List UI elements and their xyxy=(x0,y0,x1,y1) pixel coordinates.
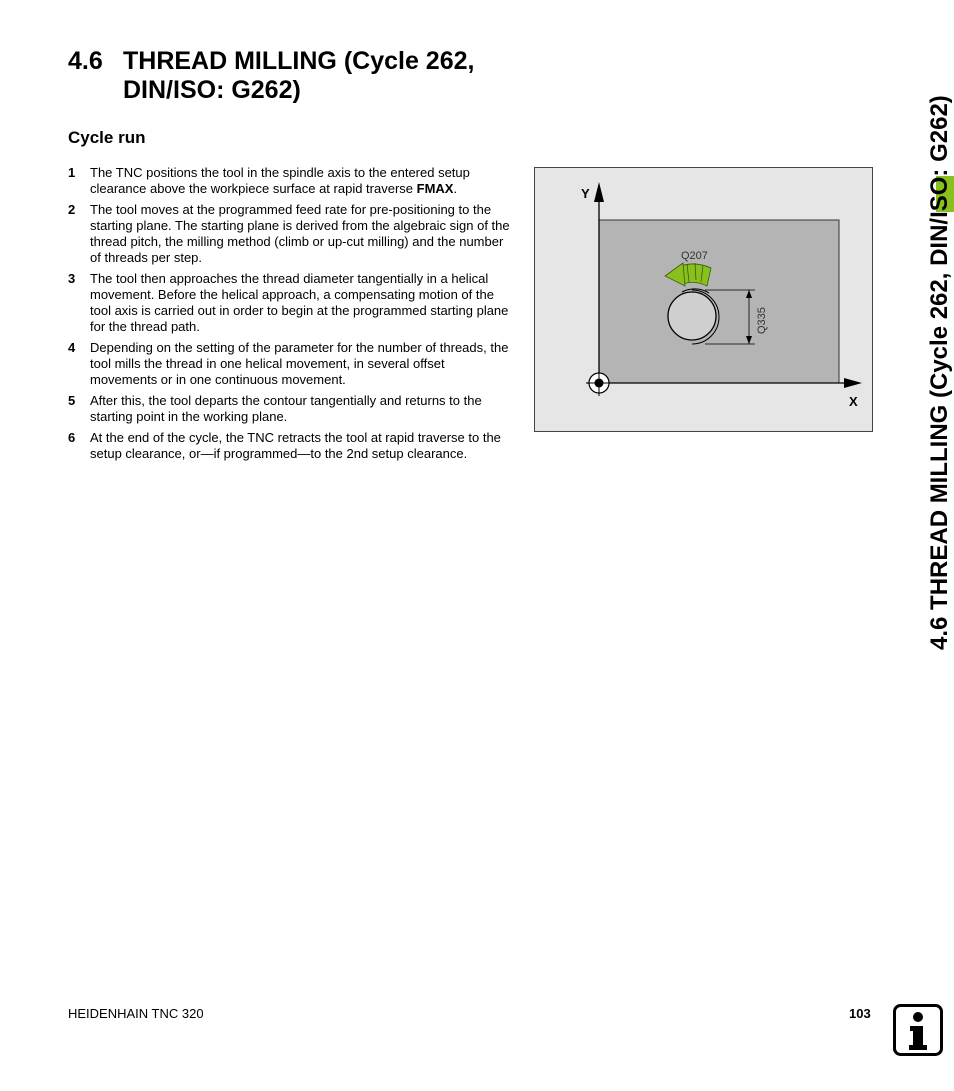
step-text: The tool then approaches the thread diameter tangentially in a helical movement. Before the helical approach, a compensating motion of the tool axis is carried out in order to begin at the programmed starting plane for the thread path. xyxy=(90,271,509,334)
list-item xyxy=(68,393,514,425)
list-item xyxy=(68,430,514,462)
side-tab-label: 4.6 THREAD MILLING (Cycle 262, DIN/ISO: G262) xyxy=(926,95,953,650)
x-axis-label: X xyxy=(849,394,858,409)
step-text: The tool moves at the programmed feed rate for pre-positioning to the starting plane. The starting plane is derived from the algebraic sign of the thread pitch, the milling method (climb or up-cut milling) and the number of threads per step. xyxy=(90,202,510,265)
step-number: 6 xyxy=(68,430,76,445)
step-number: 4 xyxy=(68,340,76,355)
x-axis-arrowhead xyxy=(844,378,862,388)
step-text: After this, the tool departs the contour tangentially and returns to the starting point in the working plane. xyxy=(90,393,482,424)
list-item xyxy=(68,340,514,388)
list-item xyxy=(68,202,514,266)
section-number: 4.6 xyxy=(68,47,103,75)
y-axis-arrowhead xyxy=(594,182,604,202)
q207-label: Q207 xyxy=(681,250,708,262)
step-number: 5 xyxy=(68,393,76,408)
step-number: 1 xyxy=(68,165,76,180)
diagram-canvas xyxy=(535,168,872,431)
section-subheading: Cycle run xyxy=(68,128,146,147)
info-icon xyxy=(893,1004,943,1056)
thread-milling-diagram xyxy=(534,167,873,432)
footer-manual-name: HEIDENHAIN TNC 320 xyxy=(68,1006,204,1021)
y-axis-label: Y xyxy=(581,186,590,201)
step-number: 2 xyxy=(68,202,76,217)
chapter-side-tab xyxy=(900,40,953,650)
step-text: The TNC positions the tool in the spindle axis to the entered setup clearance above the workpiece surface at rapid traverse xyxy=(90,165,470,196)
list-item xyxy=(68,271,514,335)
page-title xyxy=(68,47,538,105)
step-text: At the end of the cycle, the TNC retracts the tool at rapid traverse to the setup clearance, or—if programmed—to the 2nd setup clearance. xyxy=(90,430,501,461)
title-line1: THREAD MILLING (Cycle 262, xyxy=(123,47,475,75)
title-line2: DIN/ISO: G262) xyxy=(123,76,301,104)
step-text-tail: . xyxy=(453,181,458,196)
workpiece xyxy=(599,220,839,383)
page-number: 103 xyxy=(849,1006,871,1021)
q335-label: Q335 xyxy=(756,307,768,334)
step-list xyxy=(68,165,514,467)
step-number: 3 xyxy=(68,271,76,286)
step-text: Depending on the setting of the parameter for the number of threads, the tool mills the thread in one helical movement, in several offset movements or in one continuous movement. xyxy=(90,340,509,387)
thread-bore xyxy=(668,292,716,340)
list-item xyxy=(68,165,514,197)
step-keyword: FMAX xyxy=(416,181,454,196)
